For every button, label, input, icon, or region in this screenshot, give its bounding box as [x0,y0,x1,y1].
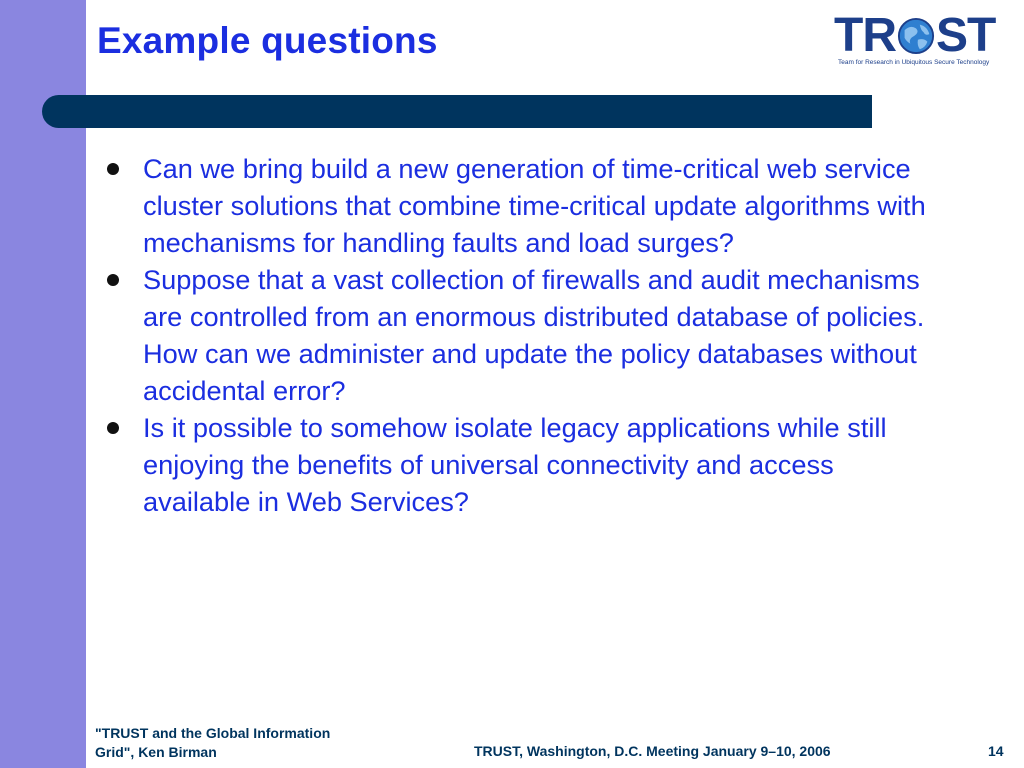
bullet-list [105,150,945,520]
slide-title: Example questions [97,20,438,61]
bullet-text: Suppose that a vast collection of firewalls and audit mechanisms are controlled from an enormous distributed database of policies. How can we administer and update the policy databases without accidental error? [143,264,925,406]
logo-text-right: ST [935,9,996,62]
logo-text-left: TR [834,9,896,62]
bullet-text: Is it possible to somehow isolate legacy applications while still enjoying the benefits of universal connectivity and access available in Web Services? [143,412,887,517]
footer-page-number: 14 [988,743,1004,759]
bullet-item [105,409,945,520]
bullet-item [105,261,945,409]
footer-left-line1: "TRUST and the Global Information [95,725,331,741]
footer-event: TRUST, Washington, D.C. Meeting January 9–10, 2006 [474,743,831,759]
logo-wordmark [834,10,995,62]
bullet-dot-icon [107,274,119,286]
logo-tagline: Team for Research in Ubiquitous Secure Technology [838,59,990,66]
bullet-item [105,150,945,261]
footer-left-line2: Grid", Ken Birman [95,744,217,760]
bullet-dot-icon [107,163,119,175]
globe-icon [897,17,935,55]
title-underline-bar [42,95,872,128]
bullet-dot-icon [107,422,119,434]
trust-logo [834,10,1014,70]
footer-presentation-title [95,724,405,762]
bullet-text: Can we bring build a new generation of time-critical web service cluster solutions that combine time-critical update algorithms with mechanisms for handling faults and load surges? [143,153,926,258]
